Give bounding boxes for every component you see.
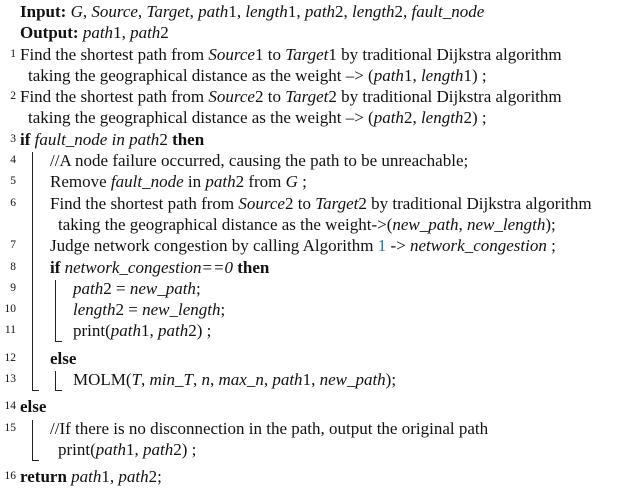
algorithm-line-continuation [0, 439, 618, 460]
line-text [20, 150, 468, 171]
text-segment: Find the shortest path from [20, 44, 209, 64]
variable: length [420, 65, 464, 85]
text-segment: 1, [403, 65, 421, 85]
keyword: then [172, 129, 205, 149]
variable: T [131, 370, 142, 390]
variable: path [130, 23, 161, 43]
line-text [20, 348, 76, 369]
variable: length [245, 2, 288, 21]
line-text [20, 278, 201, 299]
variable: fault_node [110, 172, 184, 192]
line-text [20, 22, 169, 43]
text-segment: -> [386, 236, 410, 256]
line-text [20, 171, 307, 192]
text-segment: 1, [287, 2, 305, 21]
text-segment: taking the geographical distance as the weight->( [58, 214, 393, 234]
variable: path [373, 108, 404, 128]
block-scope-line [55, 280, 62, 342]
algorithm-line-continuation [0, 65, 618, 86]
algorithm-line-8 [0, 257, 618, 278]
line-text [20, 257, 269, 278]
block-scope-line [32, 420, 39, 461]
text-segment: 2 = [115, 300, 143, 320]
line-text [20, 299, 225, 320]
text-segment: 2 to [284, 193, 316, 213]
text-segment: 2 [160, 23, 169, 43]
line-number: 3 [10, 132, 16, 145]
variable: G [70, 2, 83, 21]
algorithm-line-13 [0, 369, 618, 390]
text-segment: 2 by traditional Dijkstra algorithm [358, 193, 592, 213]
algorithm-line-7 [0, 235, 618, 256]
text-segment: in [183, 172, 206, 192]
text-segment: ; [195, 278, 201, 298]
text-segment: 2 to [254, 87, 286, 107]
variable: path [143, 439, 174, 459]
line-number: 13 [4, 373, 16, 386]
algorithm-line-14 [0, 396, 618, 417]
variable: Target [285, 44, 329, 64]
keyword: if [20, 129, 35, 149]
text-segment: 2 [159, 129, 173, 149]
text-segment: 2) ; [188, 321, 212, 341]
text-segment: 2) ; [463, 108, 487, 128]
variable: max_n [218, 370, 264, 390]
line-text [20, 235, 556, 256]
keyword: if [50, 257, 65, 277]
variable: Target [315, 193, 359, 213]
variable: path [95, 439, 127, 459]
keyword: Input: [20, 2, 71, 21]
algorithm-line-2 [0, 86, 618, 107]
algorithm-line-continuation [0, 214, 618, 235]
text-segment: 2, [335, 2, 353, 21]
algorithm-output [0, 22, 618, 43]
text-segment: taking the geographical distance as the weight –> ( [28, 108, 374, 128]
text-segment: //A node failure occurred, causing the path to be unreachable; [50, 151, 469, 171]
variable: path [73, 278, 104, 298]
variable: path [373, 65, 404, 85]
variable: path [304, 2, 336, 21]
algorithm-line-12 [0, 348, 618, 369]
text-segment: MOLM( [73, 370, 132, 390]
algorithm-line-4 [0, 150, 618, 171]
text-segment: 2 by traditional Dijkstra algorithm [328, 87, 562, 107]
variable: n [201, 370, 210, 390]
algorithm-line-15 [0, 418, 618, 439]
line-number: 16 [4, 470, 16, 483]
line-number: 12 [4, 351, 16, 364]
text-segment: 1, [113, 23, 131, 43]
text-segment: 2 from [235, 172, 286, 192]
line-number: 15 [4, 421, 16, 434]
variable: new_path [129, 278, 196, 298]
line-text [20, 396, 46, 417]
text-segment: 2, [403, 108, 421, 128]
text-segment: Find the shortest path from [50, 193, 239, 213]
text-segment: , [141, 370, 150, 390]
keyword: else [50, 348, 77, 368]
algorithm-line-continuation [0, 107, 618, 128]
algorithm-line-1 [0, 44, 618, 65]
text-segment: , [458, 214, 467, 234]
text-segment: 2, [394, 2, 412, 21]
text-segment: print( [58, 439, 96, 459]
text-segment: ); [385, 370, 397, 390]
text-segment: 1, [126, 439, 144, 459]
text-segment: Find the shortest path from [20, 87, 209, 107]
text-segment: Remove [50, 172, 111, 192]
variable: G [285, 172, 298, 192]
text-segment: 1 to [254, 44, 286, 64]
keyword: Output: [20, 23, 83, 43]
line-number: 1 [10, 47, 16, 60]
variable: min_T [149, 370, 193, 390]
text-segment: , [137, 2, 147, 21]
variable: path [110, 321, 142, 341]
line-text [20, 44, 562, 65]
variable: path [118, 467, 149, 487]
algorithm-line-6 [0, 193, 618, 214]
text-segment: 1, [141, 321, 159, 341]
line-number: 9 [10, 281, 16, 294]
text-segment: print( [73, 321, 111, 341]
text-segment: ); [545, 214, 556, 234]
text-segment: , [263, 370, 273, 390]
keyword: return [20, 467, 72, 487]
variable: Target [285, 87, 329, 107]
line-text [20, 193, 592, 214]
line-text [20, 439, 196, 460]
variable: fault_node [411, 2, 485, 21]
line-text [20, 320, 211, 341]
variable: path [158, 321, 189, 341]
text-segment: taking the geographical distance as the weight –> ( [28, 65, 374, 85]
line-text [20, 86, 562, 107]
algorithm-line-10 [0, 299, 618, 320]
block-scope-line [55, 371, 62, 391]
text-segment: Judge network congestion by calling Algorithm [50, 236, 378, 256]
text-segment: 1 by traditional Dijkstra algorithm [328, 44, 562, 64]
line-number: 7 [10, 239, 16, 252]
line-text [20, 214, 556, 235]
text-segment: ; [297, 172, 307, 192]
line-number: 8 [10, 260, 16, 273]
variable: Source [208, 44, 255, 64]
keyword: then [237, 257, 270, 277]
line-number: 4 [10, 154, 16, 167]
line-text [20, 369, 396, 390]
variable: network_congestion [409, 236, 547, 256]
keyword: else [20, 397, 47, 417]
variable: path [198, 2, 229, 21]
block-scope-line [32, 152, 39, 391]
line-number: 6 [10, 196, 16, 209]
line-text [20, 1, 484, 22]
variable: length [352, 2, 395, 21]
line-text [20, 418, 488, 439]
variable: network_congestion==0 [64, 257, 238, 277]
line-number: 10 [4, 303, 16, 316]
variable: Target [146, 2, 190, 21]
text-segment: 2; [148, 467, 162, 487]
text-segment: , [189, 2, 199, 21]
variable: path [272, 370, 303, 390]
variable: length [73, 300, 116, 320]
text-segment: 1) ; [463, 65, 487, 85]
variable: Source [208, 87, 255, 107]
text-segment: //If there is no disconnection in the path, output the original path [50, 418, 489, 438]
text-segment: 1, [302, 370, 320, 390]
algorithm-line-3 [0, 129, 618, 150]
variable: Source [91, 2, 138, 21]
variable: new_length [466, 214, 546, 234]
line-text [20, 107, 487, 128]
text-segment: , [210, 370, 219, 390]
text-segment: 2 = [103, 278, 130, 298]
text-segment: 1, [101, 467, 119, 487]
line-text [20, 466, 162, 487]
text-segment: 1, [228, 2, 246, 21]
text-segment: ; [546, 236, 556, 256]
line-text [20, 129, 204, 150]
algorithm-line-16 [0, 466, 618, 487]
variable: path [205, 172, 236, 192]
algorithm-line-5 [0, 171, 618, 192]
variable: path [82, 23, 114, 43]
line-number: 2 [10, 90, 16, 103]
algorithm-reference-link[interactable]: 1 [377, 236, 387, 256]
line-number: 11 [4, 324, 16, 337]
text-segment: 2) ; [173, 439, 197, 459]
variable: new_path [392, 214, 459, 234]
line-number: 14 [4, 400, 16, 413]
variable: length [420, 108, 464, 128]
variable: path [71, 467, 102, 487]
line-text [20, 65, 487, 86]
variable: new_path [319, 370, 386, 390]
algorithm-input [0, 1, 618, 22]
algorithm-line-11 [0, 320, 618, 341]
algorithm-line-9 [0, 278, 618, 299]
variable: new_length [142, 300, 221, 320]
text-segment: , [82, 2, 92, 21]
text-segment: ; [220, 300, 226, 320]
variable: Source [238, 193, 285, 213]
text-segment: , [193, 370, 202, 390]
line-number: 5 [10, 175, 16, 188]
variable: fault_node in path [34, 129, 160, 149]
